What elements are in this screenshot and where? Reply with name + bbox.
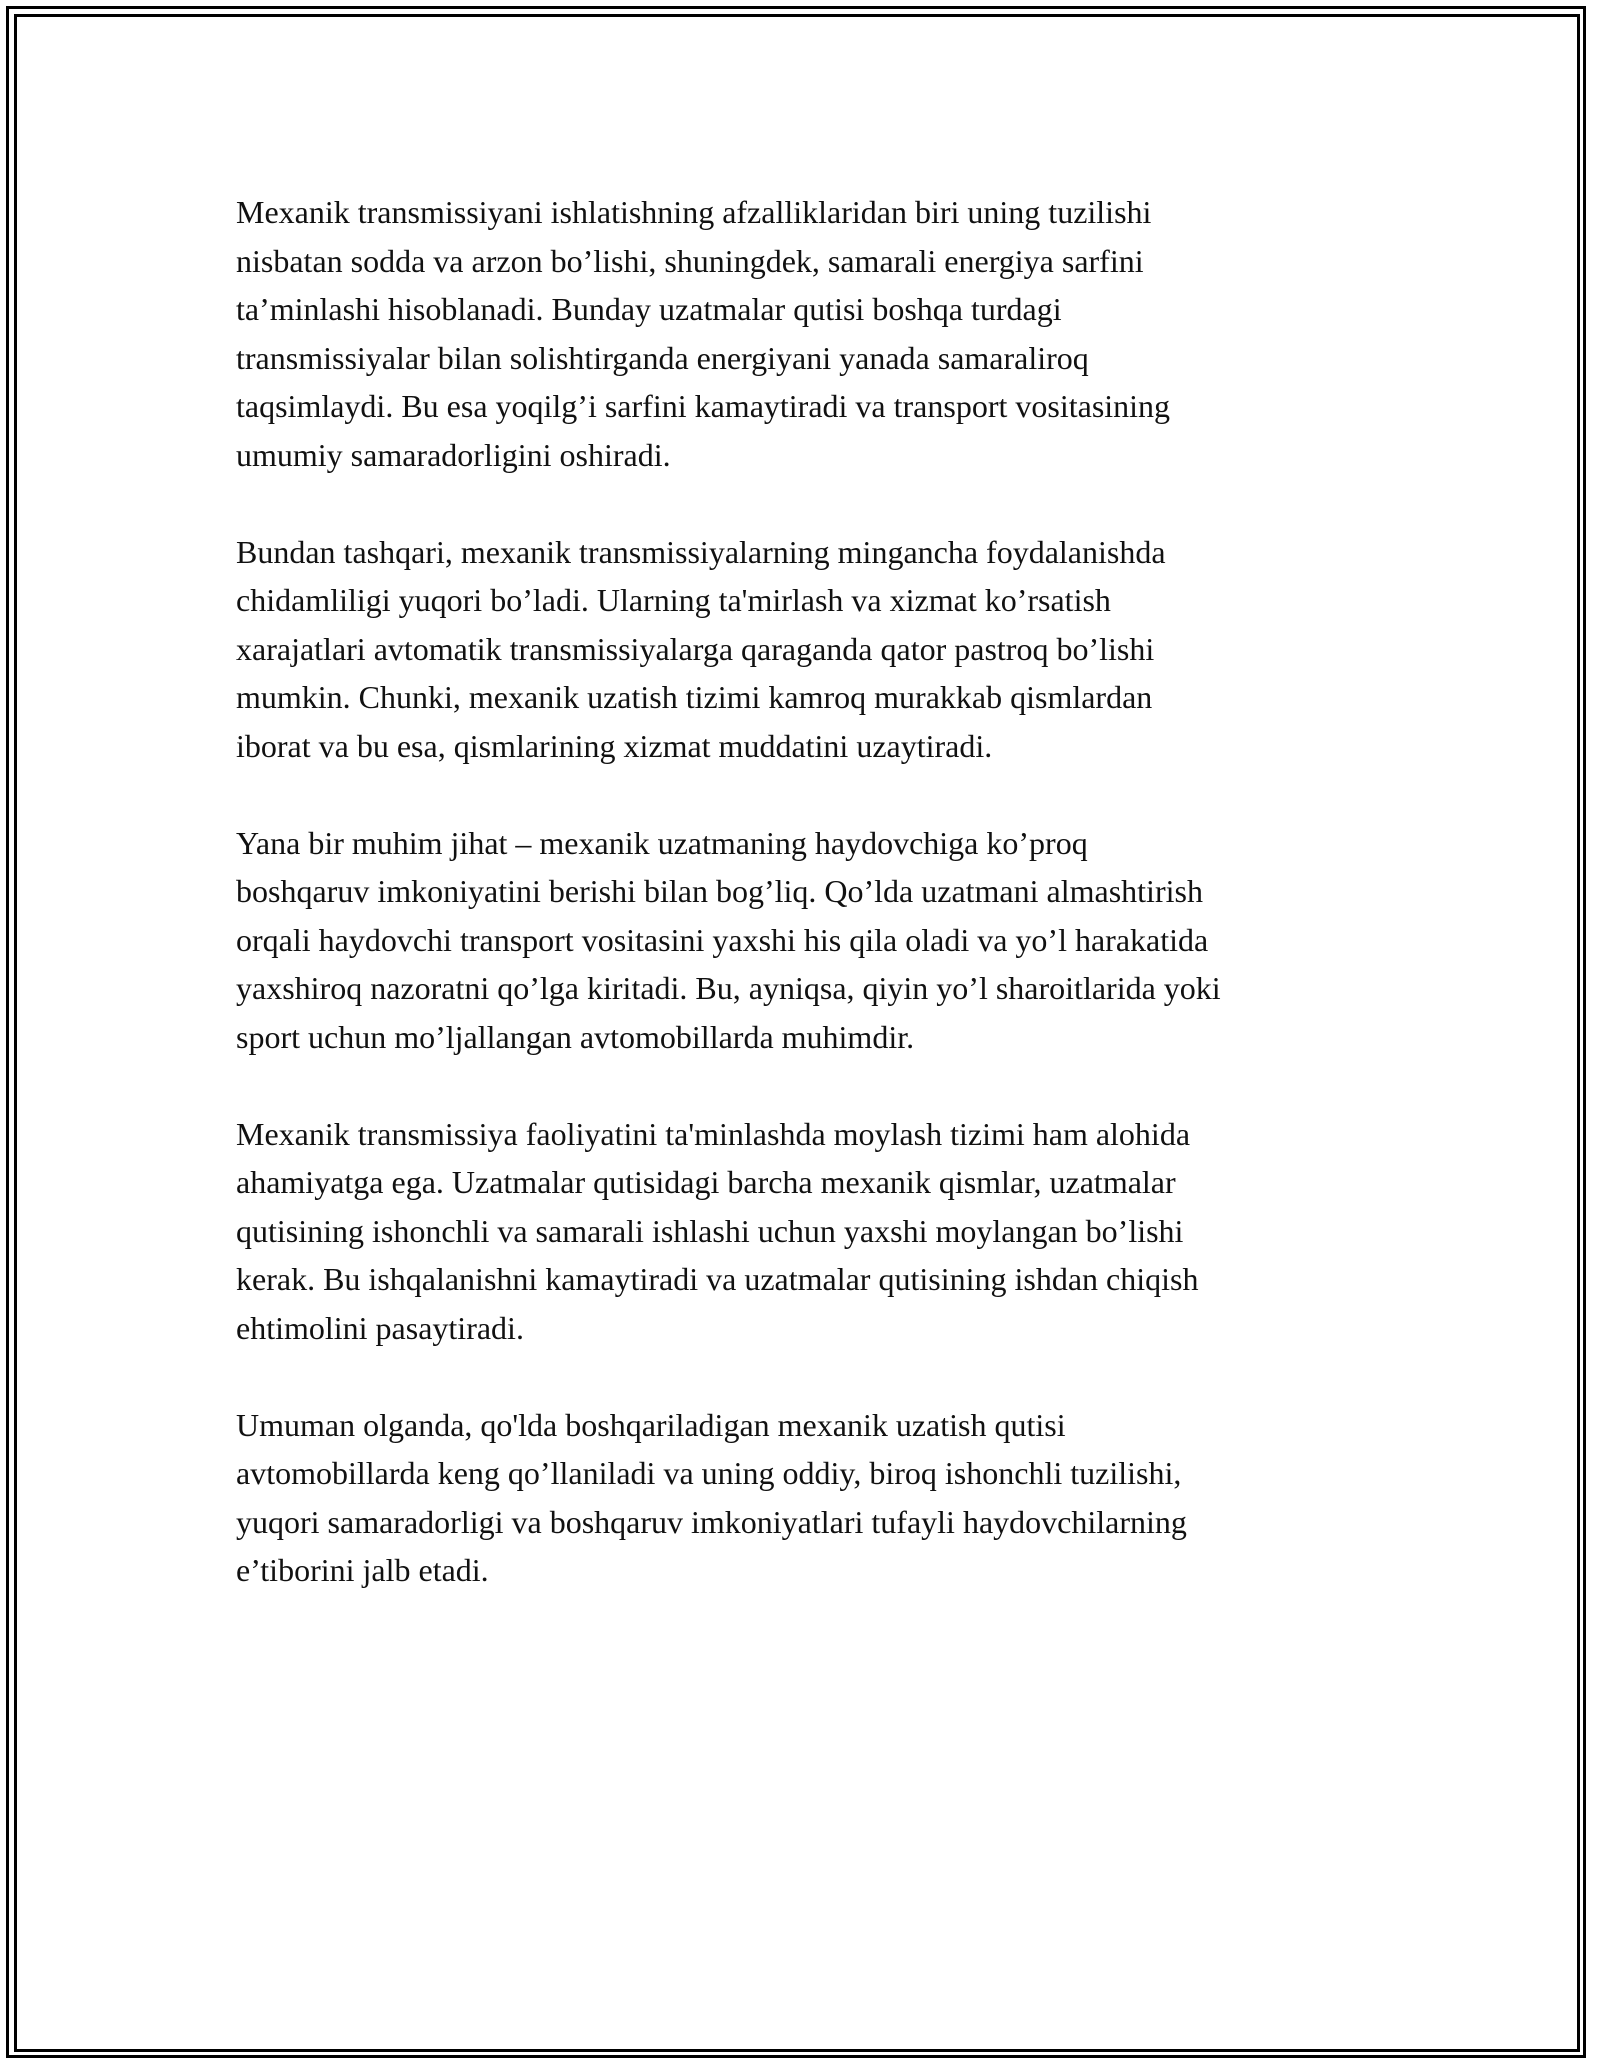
text-line: transmissiyalar bilan solishtirganda energiyani yanada samaraliroq [236,339,1089,376]
text-line: e’tiborini jalb etadi. [236,1552,489,1588]
text-line: ta’minlashi hisoblanadi. Bunday uzatmalar qutisi boshqa turdagi [236,291,1062,327]
text-line: Mexanik transmissiya faoliyatini ta'minlashda moylash tizimi ham alohida [236,1115,1191,1152]
text-line: avtomobillarda keng qo’llaniladi va uning oddiy, biroq ishonchli tuzilishi, [236,1455,1182,1491]
paragraph-2 [236,528,1396,771]
text-line: ehtimolini pasaytiradi. [236,1309,524,1346]
text-line: Yana bir muhim jihat – mexanik uzatmaning haydovchiga ko’proq [236,824,1088,861]
text-line: nisbatan sodda va arzon bo’lishi, shuningdek, samarali energiya sarfini [236,242,1144,279]
text-line: Mexanik transmissiyani ishlatishning afzalliklaridan biri uning tuzilishi [236,194,1152,230]
text-line: umumiy samaradorligini oshiradi. [236,436,671,473]
text-line: yaxshiroq nazoratni qo’lga kiritadi. Bu, ayniqsa, qiyin yo’l sharoitlarida yoki [236,970,1221,1006]
text-line: kerak. Bu ishqalanishni kamaytiradi va uzatmalar qutisining ishdan chiqish [236,1261,1199,1297]
text-line: orqali haydovchi transport vositasini yaxshi his qila oladi va yo’l harakatida [236,921,1209,958]
text-line: Umuman olganda, qo'lda boshqariladigan mexanik uzatish qutisi [236,1406,1066,1443]
text-line: Bundan tashqari, mexanik transmissiyalarning mingancha foydalanishda [236,533,1166,570]
paragraph-5 [236,1401,1396,1595]
paragraph-4 [236,1110,1396,1353]
text-line: qutisining ishonchli va samarali ishlashi uchun yaxshi moylangan bo’lishi [236,1212,1184,1249]
text-line: mumkin. Chunki, mexanik uzatish tizimi kamroq murakkab qismlardan [236,679,1153,715]
paragraph-1 [236,188,1396,479]
text-line: ahamiyatga ega. Uzatmalar qutisidagi barcha mexanik qismlar, uzatmalar [236,1164,1176,1200]
text-line: sport uchun mo’ljallangan avtomobillarda muhimdir. [236,1018,915,1055]
text-line: iborat va bu esa, qismlarining xizmat muddatini uzaytiradi. [236,727,993,764]
text-line: yuqori samaradorligi va boshqaruv imkoniyatlari tufayli haydovchilarning [236,1503,1187,1540]
text-line: xarajatlari avtomatik transmissiyalarga qaraganda qator pastroq bo’lishi [236,630,1155,667]
text-line: chidamliligi yuqori bo’ladi. Ularning ta'mirlash va xizmat ko’rsatish [236,582,1111,618]
paragraph-3 [236,819,1396,1062]
document-body [236,188,1396,1595]
text-line: boshqaruv imkoniyatini berishi bilan bog’liq. Qo’lda uzatmani almashtirish [236,873,1203,909]
text-line: taqsimlaydi. Bu esa yoqilg’i sarfini kamaytiradi va transport vositasining [236,388,1171,424]
